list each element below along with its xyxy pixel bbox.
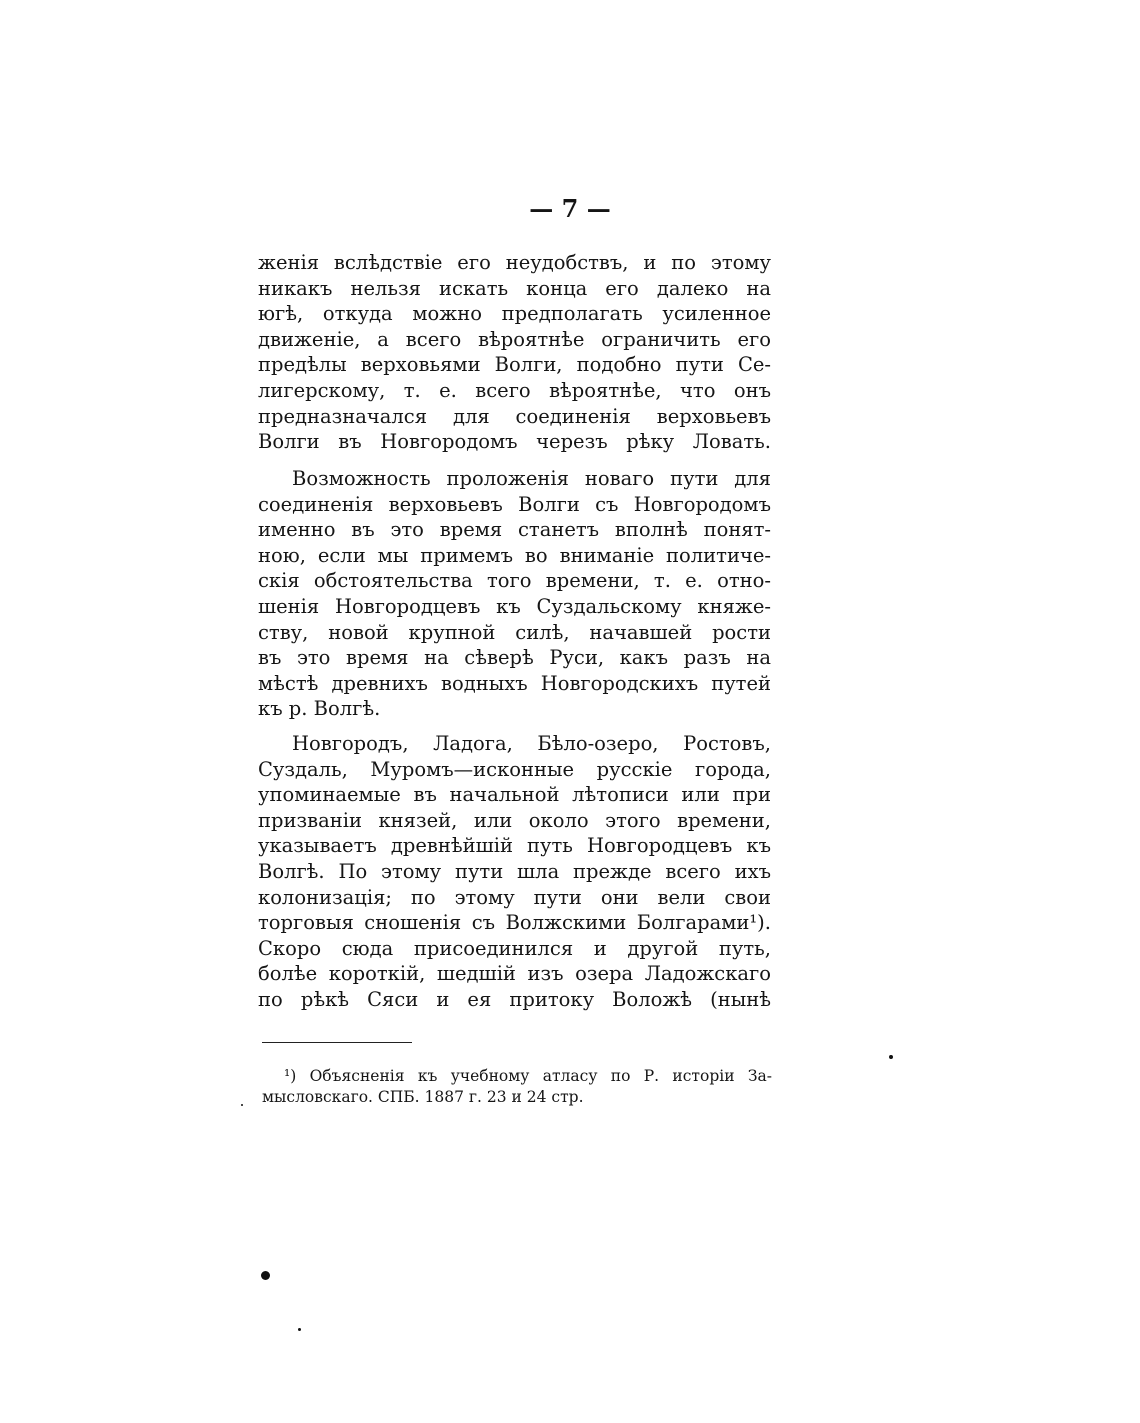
page-number: — 7 — — [529, 194, 611, 223]
text-line: болѣе короткій, шедшій изъ озера Ладожскаго — [258, 962, 771, 986]
text-line: шенія Новгородцевъ къ Суздальскому княже- — [258, 594, 771, 618]
text-line: Новгородъ, Ладога, Бѣло-озеро, Ростовъ, — [292, 732, 771, 755]
text-line: лигерскому, т. е. всего вѣроятнѣе, что онъ — [258, 378, 771, 402]
text-line: именно въ это время станетъ вполнѣ понят- — [258, 518, 771, 542]
text-line: движеніе, а всего вѣроятнѣе ограничить его — [258, 327, 771, 351]
text-line: торговыя сношенія съ Волжскими Болгарами¹). — [258, 911, 771, 935]
text-line: Суздаль, Муромъ—исконные русскіе города, — [258, 757, 771, 781]
text-line: упоминаемые въ начальной лѣтописи или при — [258, 783, 771, 807]
text-line: скія обстоятельства того времени, т. е. отно- — [258, 569, 771, 593]
text-line: Волгѣ. По этому пути шла прежде всего ихъ — [258, 859, 771, 883]
text-line: соединенія верховьевъ Волги съ Новгородомъ — [258, 492, 771, 516]
footnote-1 — [262, 1066, 772, 1108]
scan-speck — [261, 1271, 270, 1280]
text-line: мѣстѣ древнихъ водныхъ Новгородскихъ путей — [258, 671, 771, 695]
scan-speck — [298, 1328, 301, 1331]
text-line: никакъ нельзя искать конца его далеко на — [258, 276, 771, 300]
text-line: женія вслѣдствіе его неудобствъ, и по этому — [258, 251, 771, 274]
text-line: югѣ, откуда можно предполагать усиленное — [258, 302, 771, 326]
text-line: къ р. Волгѣ. — [258, 697, 381, 721]
text-line: по рѣкѣ Сяси и ея притоку Воложѣ (нынѣ — [258, 987, 771, 1011]
paragraph-2 — [258, 466, 771, 722]
text-line: призваніи князей, или около этого времени, — [258, 808, 771, 832]
text-line: предѣлы верховьями Волги, подобно пути Се- — [258, 353, 771, 377]
text-line: ною, если мы примемъ во вниманіе политиче- — [258, 543, 771, 567]
text-line: въ это время на сѣверѣ Руси, какъ разъ на — [258, 646, 771, 670]
text-line: Возможность проложенія новаго пути для — [292, 467, 771, 490]
text-line: Волги въ Новгородомъ черезъ рѣку Ловать. — [258, 430, 771, 454]
scan-speck — [889, 1055, 893, 1059]
text-line: Скоро сюда присоединился и другой путь, — [258, 936, 771, 960]
scan-speck — [241, 1104, 243, 1106]
text-line: ству, новой крупной силѣ, начавшей рости — [258, 620, 771, 644]
footnote-divider — [262, 1042, 412, 1043]
text-line: предназначался для соединенія верховьевъ — [258, 404, 771, 428]
paragraph-1 — [258, 250, 771, 455]
text-line: колонизація; по этому пути они вели свои — [258, 885, 771, 909]
footnote-line: мысловскаго. СПБ. 1887 г. 23 и 24 стр. — [262, 1088, 584, 1106]
text-line: указываетъ древнѣйшій путь Новгородцевъ къ — [258, 834, 771, 858]
footnote-line: ¹) Объясненія къ учебному атласу по Р. исторіи За- — [284, 1067, 772, 1085]
paragraph-3 — [258, 731, 771, 1013]
